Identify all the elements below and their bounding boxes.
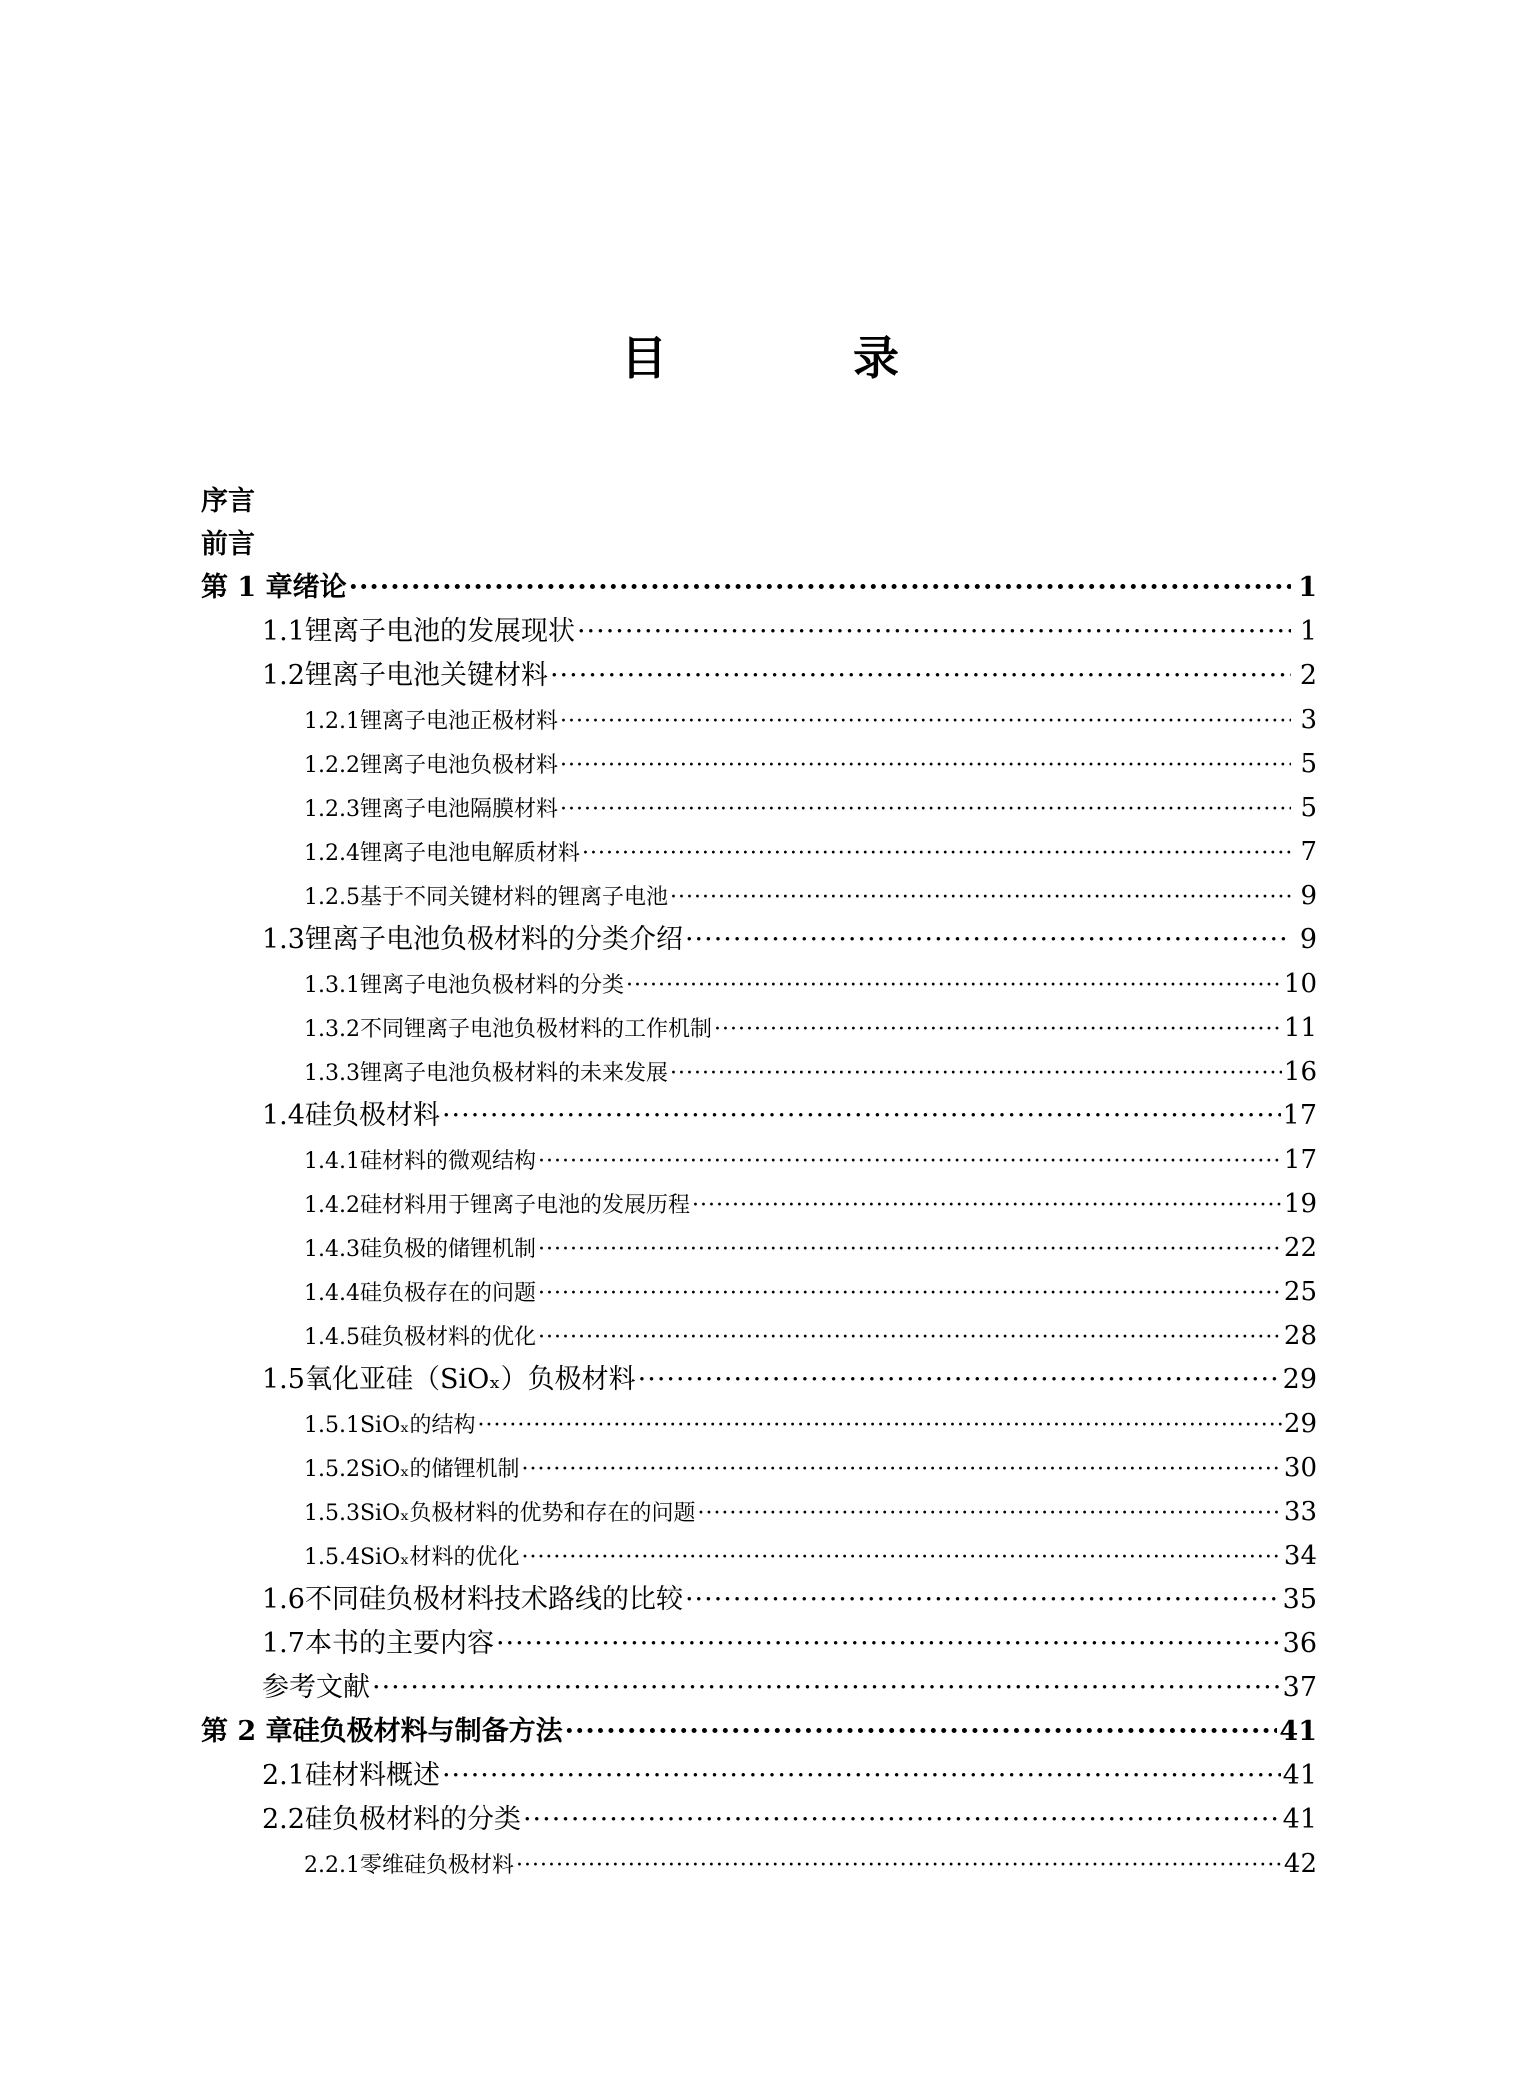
toc-entry-number: 1.2.5 <box>304 885 360 910</box>
toc-entry[interactable] <box>201 654 1317 698</box>
toc-entry-number: 1.5.2 <box>304 1457 360 1482</box>
toc-entry-number: 1.4 <box>262 1100 305 1131</box>
toc-entry[interactable] <box>201 1226 1317 1270</box>
toc-entry-page: 17 <box>1282 1100 1317 1131</box>
toc-entry-number: 1.6 <box>262 1584 305 1615</box>
toc-entry-number: 1.4.1 <box>304 1149 360 1174</box>
toc-entry[interactable] <box>201 1666 1317 1710</box>
toc-entry-title: 锂离子电池电解质材料 <box>359 841 580 866</box>
toc-entry-number: 1.4.2 <box>304 1193 360 1218</box>
toc-leader-dots <box>477 1404 1281 1448</box>
toc-leader-dots <box>372 1666 1281 1710</box>
toc-leader-dots <box>496 1622 1281 1666</box>
toc-entry-title: 前言 <box>201 529 255 560</box>
toc-entry-number: 1.4.3 <box>304 1237 360 1262</box>
toc-entry[interactable] <box>201 1094 1317 1138</box>
table-of-contents <box>201 480 1317 1886</box>
toc-entry[interactable] <box>201 1578 1317 1622</box>
toc-entry-page: 41 <box>1282 1804 1317 1835</box>
toc-entry-page: 7 <box>1300 837 1317 867</box>
toc-entry-page: 9 <box>1300 881 1317 911</box>
toc-entry-title: 硅材料用于锂离子电池的发展历程 <box>359 1193 690 1218</box>
toc-entry[interactable] <box>201 610 1317 654</box>
toc-entry-page: 28 <box>1283 1321 1317 1351</box>
toc-entry[interactable] <box>201 480 1317 523</box>
toc-entry-title: 硅负极的储锂机制 <box>359 1237 536 1262</box>
toc-leader-dots <box>442 1094 1281 1138</box>
toc-entry-number: 第 1 章 <box>201 572 293 603</box>
toc-entry-title: 零维硅负极材料 <box>359 1853 514 1878</box>
toc-entry-page: 25 <box>1283 1277 1317 1307</box>
toc-entry-page: 16 <box>1283 1057 1317 1087</box>
toc-leader-dots <box>670 876 1291 920</box>
toc-entry-number: 1.2.2 <box>304 753 360 778</box>
toc-entry-title: 本书的主要内容 <box>304 1628 494 1659</box>
toc-entry[interactable] <box>201 742 1317 786</box>
toc-leader-dots <box>560 744 1291 788</box>
toc-entry-title: 氧化亚硅（SiOₓ）负极材料 <box>304 1364 636 1395</box>
toc-entry[interactable] <box>201 1446 1317 1490</box>
toc-leader-dots <box>538 1228 1282 1272</box>
toc-entry[interactable] <box>201 874 1317 918</box>
toc-leader-dots <box>692 1184 1282 1228</box>
toc-entry-page: 11 <box>1283 1013 1317 1043</box>
toc-entry-title: 硅材料的微观结构 <box>359 1149 536 1174</box>
toc-entry-title: 锂离子电池负极材料的分类 <box>359 973 624 998</box>
toc-entry-title: 锂离子电池隔膜材料 <box>359 797 558 822</box>
toc-entry-title: 硅负极材料的优化 <box>359 1325 536 1350</box>
toc-entry-page: 9 <box>1299 924 1317 955</box>
toc-leader-dots <box>538 1272 1282 1316</box>
toc-entry-number: 1.3.2 <box>304 1017 360 1042</box>
toc-leader-dots <box>442 1754 1281 1798</box>
toc-entry-title: SiOₓ材料的优化 <box>359 1545 520 1570</box>
toc-leader-dots <box>714 1008 1282 1052</box>
toc-leader-dots <box>521 1448 1281 1492</box>
toc-leader-dots <box>626 964 1282 1008</box>
toc-entry-title: 绪论 <box>292 572 347 603</box>
toc-entry-title: 参考文献 <box>262 1672 370 1703</box>
toc-entry-number: 1.5.1 <box>304 1413 360 1438</box>
toc-entry-title: 锂离子电池正极材料 <box>359 709 558 734</box>
toc-entry[interactable] <box>201 1842 1317 1886</box>
toc-entry[interactable] <box>201 1534 1317 1578</box>
toc-entry-page: 19 <box>1283 1189 1317 1219</box>
toc-entry-page: 37 <box>1282 1672 1317 1703</box>
toc-entry[interactable] <box>201 962 1317 1006</box>
toc-leader-dots <box>670 1052 1282 1096</box>
toc-entry-title: 锂离子电池关键材料 <box>304 660 548 691</box>
toc-entry[interactable] <box>201 698 1317 742</box>
toc-entry[interactable] <box>201 1182 1317 1226</box>
toc-leader-dots <box>685 1578 1281 1622</box>
toc-entry-page: 17 <box>1283 1145 1317 1175</box>
toc-entry-page: 29 <box>1283 1409 1317 1439</box>
toc-entry-title: 不同锂离子电池负极材料的工作机制 <box>359 1017 712 1042</box>
toc-entry[interactable] <box>201 1006 1317 1050</box>
toc-entry-page: 3 <box>1300 705 1317 735</box>
toc-entry-title: 不同硅负极材料技术路线的比较 <box>304 1584 683 1615</box>
toc-entry-number: 1.2.4 <box>304 841 360 866</box>
toc-entry-title: SiOₓ负极材料的优势和存在的问题 <box>359 1501 696 1526</box>
toc-entry-number: 1.2.3 <box>304 797 360 822</box>
toc-entry-title: 硅负极材料与制备方法 <box>292 1716 563 1747</box>
toc-entry-title: 锂离子电池负极材料 <box>359 753 558 778</box>
toc-entry-page: 30 <box>1283 1453 1317 1483</box>
toc-entry-title: 硅负极存在的问题 <box>359 1281 536 1306</box>
toc-leader-dots <box>582 832 1291 876</box>
toc-entry-title: 锂离子电池的发展现状 <box>304 616 575 647</box>
toc-leader-dots <box>560 788 1291 832</box>
toc-leader-dots <box>521 1536 1281 1580</box>
toc-entry-title: SiOₓ的结构 <box>359 1413 476 1438</box>
toc-entry-page: 22 <box>1283 1233 1317 1263</box>
toc-entry-title: 硅负极材料的分类 <box>304 1804 521 1835</box>
toc-entry-title: 硅负极材料 <box>304 1100 440 1131</box>
toc-entry[interactable] <box>201 1490 1317 1534</box>
toc-entry-page: 33 <box>1283 1497 1317 1527</box>
toc-entry-number: 2.2.1 <box>304 1853 360 1878</box>
toc-entry-number: 1.3.1 <box>304 973 360 998</box>
toc-entry-number: 2.2 <box>262 1804 305 1835</box>
toc-entry-title: SiOₓ的储锂机制 <box>359 1457 520 1482</box>
toc-entry-page: 41 <box>1279 1716 1317 1747</box>
toc-leader-dots <box>538 1140 1282 1184</box>
toc-entry-page: 2 <box>1299 660 1317 691</box>
toc-entry[interactable] <box>201 1402 1317 1446</box>
toc-entry-page: 5 <box>1300 793 1317 823</box>
toc-entry-number: 第 2 章 <box>201 1716 293 1747</box>
toc-entry[interactable] <box>201 566 1317 610</box>
toc-entry-page: 42 <box>1283 1849 1317 1879</box>
toc-entry[interactable] <box>201 1622 1317 1666</box>
toc-entry-number: 1.5.4 <box>304 1545 360 1570</box>
toc-entry-page: 1 <box>1298 572 1317 603</box>
toc-entry-number: 2.1 <box>262 1760 305 1791</box>
toc-leader-dots <box>523 1798 1281 1842</box>
page-title: 目 录 <box>621 331 969 385</box>
toc-entry[interactable] <box>201 1050 1317 1094</box>
toc-leader-dots <box>349 566 1291 610</box>
toc-entry[interactable] <box>201 1710 1317 1754</box>
toc-entry-page: 10 <box>1283 969 1317 999</box>
toc-entry[interactable] <box>201 830 1317 874</box>
toc-entry-number: 1.5 <box>262 1364 305 1395</box>
toc-entry-number: 1.3 <box>262 924 305 955</box>
toc-entry-title: 硅材料概述 <box>304 1760 440 1791</box>
toc-entry-title: 序言 <box>201 486 255 517</box>
toc-entry[interactable] <box>201 1314 1317 1358</box>
toc-entry-page: 1 <box>1299 616 1317 647</box>
toc-entry-number: 1.5.3 <box>304 1501 360 1526</box>
toc-leader-dots <box>538 1316 1282 1360</box>
toc-entry-title: 锂离子电池负极材料的未来发展 <box>359 1061 668 1086</box>
toc-entry-page: 36 <box>1282 1628 1317 1659</box>
toc-leader-dots <box>565 1710 1278 1754</box>
toc-entry-number: 1.7 <box>262 1628 305 1659</box>
toc-entry[interactable] <box>201 1358 1317 1402</box>
toc-leader-dots <box>516 1844 1282 1888</box>
toc-leader-dots <box>577 610 1291 654</box>
toc-entry[interactable] <box>201 1754 1317 1798</box>
toc-leader-dots <box>560 700 1291 744</box>
toc-leader-dots <box>550 654 1291 698</box>
toc-entry[interactable] <box>201 786 1317 830</box>
toc-leader-dots <box>685 918 1291 962</box>
toc-entry-page: 35 <box>1282 1584 1317 1615</box>
toc-entry-number: 1.1 <box>262 616 305 647</box>
toc-entry-title: 锂离子电池负极材料的分类介绍 <box>304 924 683 955</box>
toc-entry-page: 41 <box>1282 1760 1317 1791</box>
toc-entry[interactable] <box>201 918 1317 962</box>
toc-entry-number: 1.2.1 <box>304 709 360 734</box>
toc-entry[interactable] <box>201 1138 1317 1182</box>
toc-entry-number: 1.4.4 <box>304 1281 360 1306</box>
toc-entry-title: 基于不同关键材料的锂离子电池 <box>359 885 668 910</box>
toc-entry-page: 5 <box>1300 749 1317 779</box>
toc-entry[interactable] <box>201 1270 1317 1314</box>
toc-leader-dots <box>697 1492 1281 1536</box>
toc-leader-dots <box>638 1358 1281 1402</box>
toc-entry-page: 29 <box>1282 1364 1317 1395</box>
toc-entry-number: 1.2 <box>262 660 305 691</box>
toc-entry[interactable] <box>201 1798 1317 1842</box>
toc-entry[interactable] <box>201 523 1317 566</box>
toc-entry-number: 1.3.3 <box>304 1061 360 1086</box>
toc-entry-page: 34 <box>1283 1541 1317 1571</box>
toc-entry-number: 1.4.5 <box>304 1325 360 1350</box>
